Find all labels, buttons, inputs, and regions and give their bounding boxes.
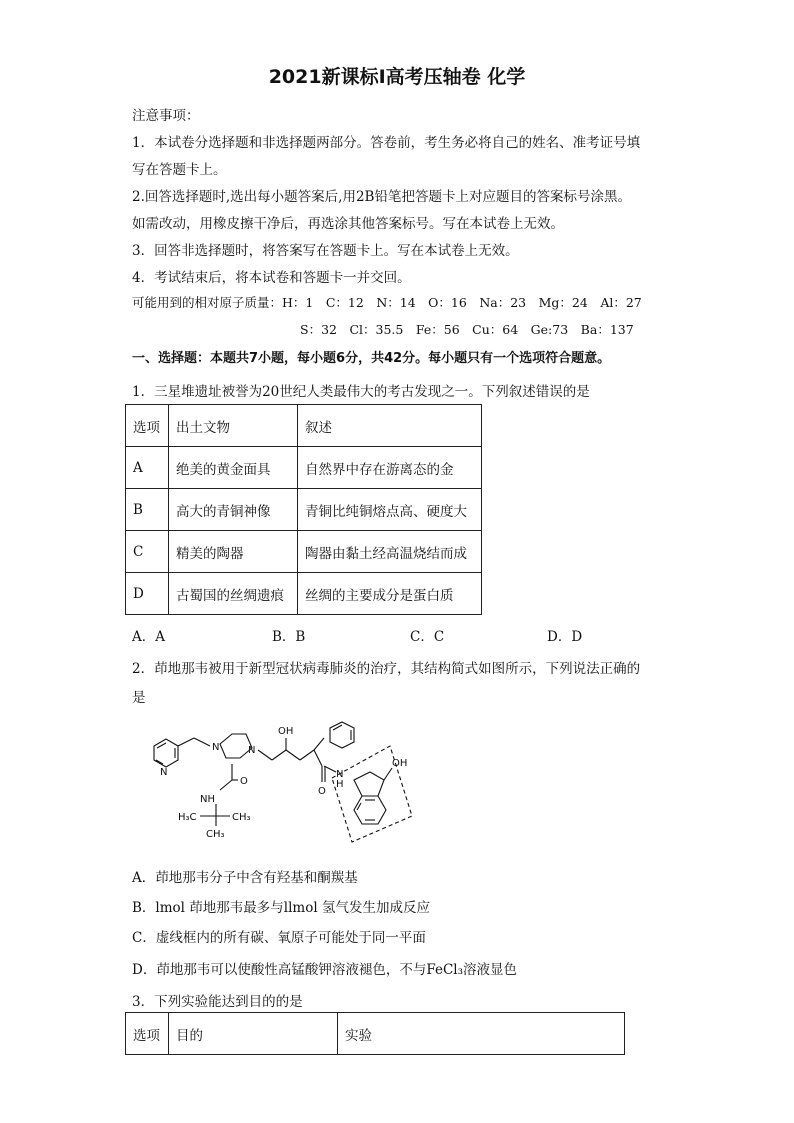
question-2-stem: 2．茚地那韦被用于新型冠状病毒肺炎的治疗，其结构简式如图所示，下列说法正确的 [132, 661, 641, 677]
table-header-cell: 选项 [126, 1013, 169, 1055]
table-header-cell: 目的 [169, 1013, 338, 1055]
amide-nh-label: NH [200, 794, 215, 805]
pyridine-nitrogen-label: N [160, 767, 168, 778]
table-header-cell: 实验 [338, 1013, 625, 1055]
amide-nitrogen-label: N [336, 769, 344, 780]
table-header-row [126, 405, 482, 447]
exam-title: 2021新课标Ⅰ高考压轴卷 化学 [268, 66, 526, 88]
table-cell: 自然界中存在游离态的金 [298, 447, 482, 489]
answer-option-c: C．C [410, 629, 445, 645]
notes-item: 写在答题卡上。 [132, 162, 227, 178]
table-header-row [126, 1013, 625, 1055]
answer-option-b: B．B [272, 629, 306, 645]
answer-option-d: D．D [547, 629, 583, 645]
notes-heading: 注意事项： [132, 108, 200, 124]
question-3-table [125, 1012, 625, 1055]
question-2-option-d: D．茚地那韦可以使酸性高锰酸钾溶液褪色，不与FeCl₃溶液显色 [132, 962, 517, 978]
question-2-stem: 是 [132, 690, 146, 706]
question-1-table [125, 404, 482, 615]
table-cell: 绝美的黄金面具 [169, 447, 298, 489]
notes-item: 2.回答选择题时,选出每小题答案后,用2B铅笔把答题卡上对应题目的答案标号涂黑。 [132, 189, 631, 205]
cyclopentane-ring [354, 772, 384, 796]
notes-item: 3．回答非选择题时，将答案写在答题卡上。写在本试卷上无效。 [132, 243, 519, 259]
question-2-option-c: C．虚线框内的所有碳、氧原子可能处于同一平面 [132, 930, 426, 946]
atomic-mass-line: 可能用到的相对原子质量：H：1 C：12 N：14 O：16 Na：23 Mg：24 Al：27 [132, 295, 642, 310]
piperazine-nitrogen-label: N [248, 745, 256, 756]
table-cell: 古蜀国的丝绸遗痕 [169, 573, 298, 615]
piperazine-nitrogen-label: N [212, 742, 220, 753]
hydroxyl-label: OH [392, 758, 408, 769]
notes-item: 4．考试结束后，将本试卷和答题卡一并交回。 [132, 270, 411, 286]
question-2-option-b: B．lmol 茚地那韦最多与llmol 氢气发生加成反应 [132, 900, 430, 916]
atomic-mass-line: S：32 Cl：35.5 Fe：56 Cu：64 Ge:73 Ba：137 [300, 322, 634, 337]
table-row [126, 573, 482, 615]
table-cell: 陶器由黏土经高温烧结而成 [298, 531, 482, 573]
table-cell: B [126, 489, 169, 531]
methyl-label: H₃C [178, 812, 197, 823]
notes-item: 如需改动，用橡皮擦干净后，再选涂其他答案标号。写在本试卷上无效。 [132, 216, 564, 232]
section-heading: 一、选择题：本题共7小题，每小题6分，共42分。每小题只有一个选项符合题意。 [132, 351, 611, 366]
table-header-cell: 叙述 [298, 405, 482, 447]
table-cell: 丝绸的主要成分是蛋白质 [298, 573, 482, 615]
answer-option-a: A．A [132, 629, 165, 645]
table-header-cell: 出土文物 [169, 405, 298, 447]
methyl-label: CH₃ [232, 812, 251, 823]
table-cell: D [126, 573, 169, 615]
methyl-label: CH₃ [206, 829, 225, 840]
table-row [126, 447, 482, 489]
question-2-option-a: A．茚地那韦分子中含有羟基和酮羰基 [132, 870, 358, 886]
carbonyl-oxygen-label: O [240, 776, 248, 787]
table-cell: C [126, 531, 169, 573]
amide-hydrogen-label: H [336, 779, 344, 790]
benzene-ring [330, 722, 354, 748]
question-3-stem: 3．下列实验能达到目的的是 [132, 994, 303, 1010]
table-cell: A [126, 447, 169, 489]
question-1-stem: 1．三星堆遗址被誉为20世纪人类最伟大的考古发现之一。下列叙述错误的是 [132, 384, 590, 400]
table-cell: 精美的陶器 [169, 531, 298, 573]
table-header-cell: 选项 [126, 405, 169, 447]
notes-item: 1．本试卷分选择题和非选择题两部分。答卷前，考生务必将自己的姓名、准考证号填 [132, 135, 641, 151]
indinavir-structure-diagram [140, 720, 430, 850]
hydroxyl-label: OH [278, 726, 294, 737]
table-row [126, 531, 482, 573]
table-cell: 青铜比纯铜熔点高、硬度大 [298, 489, 482, 531]
table-cell: 高大的青铜神像 [169, 489, 298, 531]
carbonyl-oxygen-label: O [318, 786, 326, 797]
table-row [126, 489, 482, 531]
